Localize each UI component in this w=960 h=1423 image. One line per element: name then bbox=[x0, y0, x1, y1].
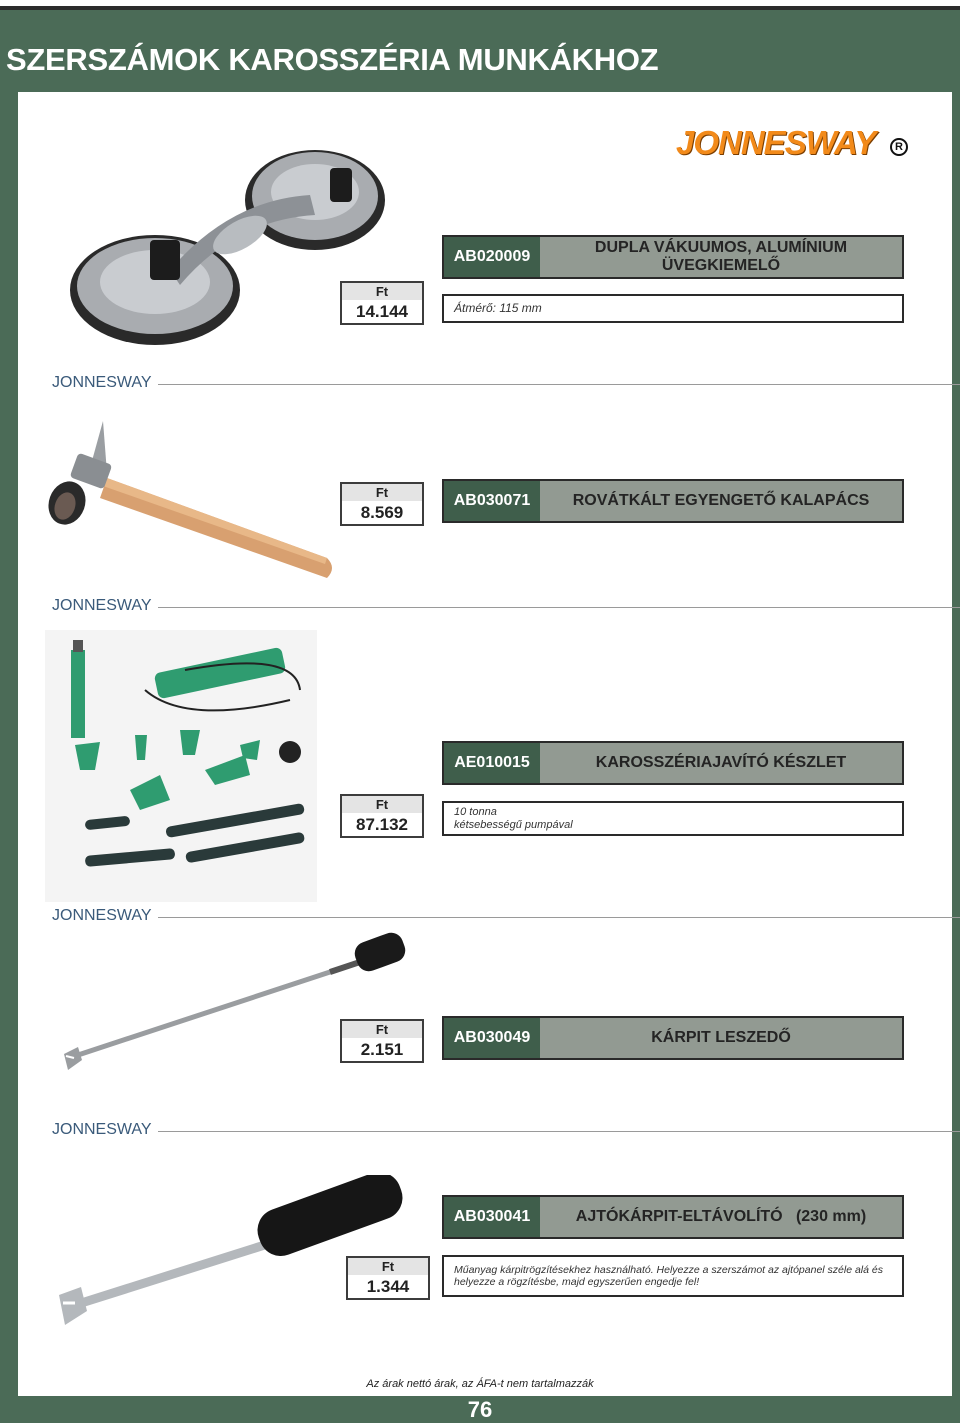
price-box bbox=[340, 482, 424, 526]
brand-label: JONNESWAY bbox=[52, 907, 152, 924]
product-name: KAROSSZÉRIAJAVÍTÓ KÉSZLET bbox=[595, 754, 847, 771]
top-border-dark bbox=[0, 6, 960, 10]
product-name: AJTÓKÁRPIT-ELTÁVOLÍTÓ (230 mm) bbox=[575, 1208, 867, 1225]
product-header bbox=[442, 479, 904, 523]
product-description bbox=[442, 801, 904, 836]
description-line: Műanyag kárpitrögzítésekhez használható. Helyezze a szerszámot az ajtópanel széle alá és bbox=[454, 1264, 883, 1276]
brand-separator bbox=[52, 1121, 928, 1141]
price-value: 14.144 bbox=[356, 302, 408, 321]
divider bbox=[158, 917, 960, 918]
divider bbox=[158, 1131, 960, 1132]
price-value: 1.344 bbox=[366, 1277, 410, 1296]
body-repair-kit-icon bbox=[45, 630, 317, 902]
product-name: ROVÁTKÁLT EGYENGETŐ KALAPÁCS bbox=[572, 492, 870, 509]
footer-note: Az árak nettó árak, az ÁFA-t nem tartalmazzák bbox=[366, 1378, 594, 1390]
product-description bbox=[442, 294, 904, 323]
hammer-icon bbox=[45, 418, 340, 583]
divider bbox=[158, 607, 960, 608]
product-code: AB020009 bbox=[444, 237, 540, 277]
divider bbox=[158, 384, 960, 385]
product-header bbox=[442, 235, 904, 279]
page-title: SZERSZÁMOK KAROSSZÉRIA MUNKÁKHOZ bbox=[6, 42, 659, 77]
description-line: kétsebességű pumpával bbox=[454, 818, 573, 831]
product-header bbox=[442, 1016, 904, 1060]
description-text: Átmérő: 115 mm bbox=[454, 301, 542, 315]
brand-label: JONNESWAY bbox=[52, 374, 152, 391]
price-box bbox=[340, 1019, 424, 1063]
price-box bbox=[346, 1256, 430, 1300]
product-header bbox=[442, 1195, 904, 1239]
currency-label: Ft bbox=[342, 484, 422, 501]
page-number: 76 bbox=[467, 1397, 493, 1422]
product-name: DUPLA VÁKUUMOS, ALUMÍNIUM ÜVEGKIEMELŐ bbox=[594, 239, 848, 274]
price-value: 87.132 bbox=[356, 815, 408, 834]
price-box bbox=[340, 794, 424, 838]
product-name: KÁRPIT LESZEDŐ bbox=[651, 1029, 791, 1046]
price-value: 2.151 bbox=[360, 1040, 404, 1059]
brand-separator bbox=[52, 597, 928, 617]
brand-separator bbox=[52, 374, 928, 394]
currency-label: Ft bbox=[348, 1258, 428, 1275]
jonnesway-logo: JONNESWAY bbox=[676, 124, 876, 161]
description-line: helyezze a rögzítésbe, majd egyszerűen engedje fel! bbox=[454, 1276, 700, 1288]
product-code: AB030049 bbox=[444, 1018, 540, 1058]
product-header bbox=[442, 741, 904, 785]
brand-label: JONNESWAY bbox=[52, 597, 152, 614]
product-code: AB030071 bbox=[444, 481, 540, 521]
product-code: AB030041 bbox=[444, 1197, 540, 1237]
currency-label: Ft bbox=[342, 796, 422, 813]
brand-separator bbox=[52, 907, 928, 927]
price-box bbox=[340, 281, 424, 325]
description-line: 10 tonna bbox=[454, 805, 497, 818]
product-description bbox=[442, 1255, 904, 1297]
currency-label: Ft bbox=[342, 283, 422, 300]
brand-label: JONNESWAY bbox=[52, 1121, 152, 1138]
product-code: AE010015 bbox=[444, 743, 540, 783]
registered-mark: R bbox=[890, 138, 908, 156]
price-value: 8.569 bbox=[360, 503, 404, 522]
door-trim-remover-icon bbox=[55, 1175, 405, 1330]
currency-label: Ft bbox=[342, 1021, 422, 1038]
